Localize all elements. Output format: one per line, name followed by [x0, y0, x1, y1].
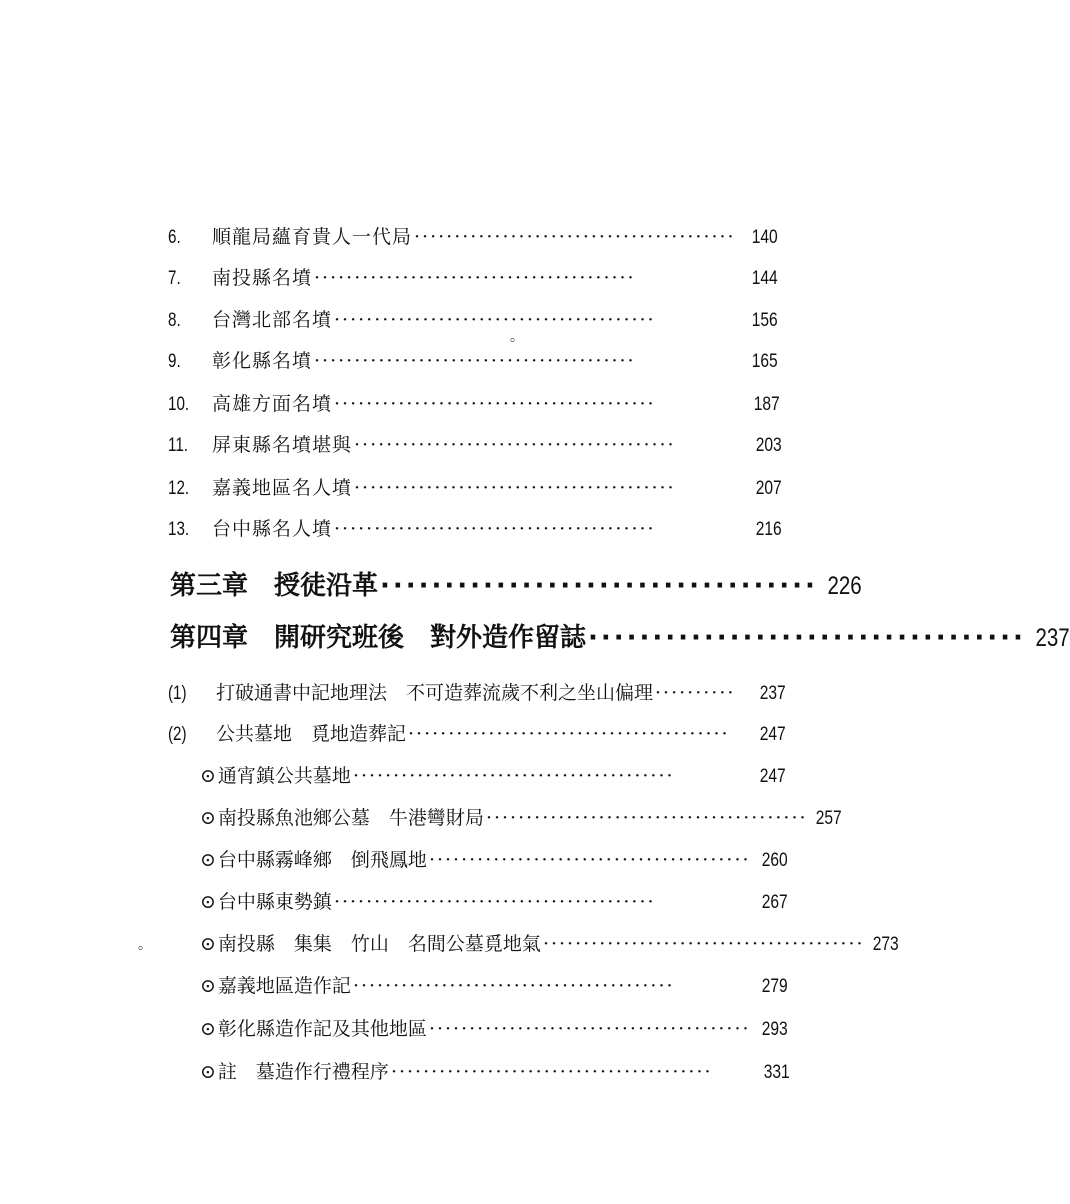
entry-title: 彰化縣名墳	[212, 350, 313, 372]
item-title: 台中縣霧峰鄉 倒飛鳳地	[217, 849, 427, 871]
toc-chapter-entry[interactable]	[170, 568, 862, 604]
entry-number: (2)	[168, 724, 187, 745]
dot-leader: ········································	[428, 1018, 751, 1040]
entry-page-number: 156	[752, 310, 778, 331]
toc-item[interactable]	[200, 1015, 788, 1043]
circle-dot-bullet-icon: ⊙	[200, 975, 216, 997]
dot-leader: ········································	[333, 891, 656, 913]
entry-number: 6.	[168, 227, 181, 248]
toc-entry[interactable]	[168, 264, 778, 292]
toc-entry[interactable]	[168, 306, 778, 334]
entry-title: 台中縣名人墳	[212, 518, 333, 540]
item-page-number: 247	[760, 766, 786, 787]
toc-entry[interactable]	[168, 347, 778, 375]
dot-leader: ········································	[414, 226, 736, 248]
toc-subsection-entry[interactable]	[168, 720, 786, 748]
dot-leader: ········································	[428, 849, 751, 871]
stray-mark: 。	[138, 937, 152, 953]
toc-entry[interactable]	[168, 515, 782, 543]
dot-leader: ········································	[314, 350, 636, 372]
item-title: 嘉義地區造作記	[217, 975, 351, 997]
entry-number: 13.	[168, 519, 190, 540]
toc-subsection-entry[interactable]	[168, 679, 786, 707]
dot-leader: ········································	[354, 477, 676, 499]
dot-leader: ········································	[334, 518, 656, 540]
circle-dot-bullet-icon: ⊙	[200, 807, 216, 829]
dot-leader: ········································	[352, 765, 675, 787]
dot-leader: ········································	[352, 975, 675, 997]
circle-dot-bullet-icon: ⊙	[200, 1018, 216, 1040]
chapter-page-number: 226	[827, 572, 862, 600]
entry-title: 屏東縣名墳堪與	[212, 434, 353, 456]
toc-item[interactable]	[200, 804, 842, 832]
item-page-number: 331	[764, 1062, 790, 1083]
circle-dot-bullet-icon: ⊙	[200, 933, 216, 955]
item-page-number: 279	[762, 976, 788, 997]
entry-page-number: 207	[756, 478, 782, 499]
entry-number: 9.	[168, 351, 181, 372]
item-page-number: 257	[815, 808, 842, 829]
entry-title: 公共墓地 覓地造葬記	[216, 723, 407, 745]
toc-item[interactable]	[200, 1058, 790, 1086]
entry-number: (1)	[168, 683, 187, 704]
entry-page-number: 187	[754, 394, 780, 415]
circle-dot-bullet-icon: ⊙	[200, 1061, 216, 1083]
entry-title: 高雄方面名墳	[212, 393, 333, 415]
toc-entry[interactable]	[168, 390, 780, 418]
dot-leader: ········································	[354, 434, 676, 456]
entry-title: 嘉義地區名人墳	[212, 477, 353, 499]
circle-dot-bullet-icon: ⊙	[200, 849, 216, 871]
item-page-number: 293	[762, 1019, 788, 1040]
dot-leader: ········································	[334, 309, 656, 331]
stray-mark: 。	[510, 329, 524, 345]
entry-page-number: 144	[752, 268, 778, 289]
toc-entry[interactable]	[168, 474, 782, 502]
item-page-number: 267	[762, 892, 788, 913]
circle-dot-bullet-icon: ⊙	[200, 765, 216, 787]
entry-page-number: 216	[756, 519, 782, 540]
dot-leader: ········································	[542, 933, 865, 955]
entry-title: 南投縣名墳	[212, 267, 313, 289]
item-title: 南投縣魚池鄉公墓 牛港彎財局	[217, 807, 484, 829]
dot-leader: ········································	[390, 1061, 713, 1083]
entry-page-number: 165	[752, 351, 778, 372]
entry-number: 12.	[168, 478, 190, 499]
entry-title: 打破通書中記地理法 不可造葬流歲不利之坐山偏理	[216, 682, 654, 704]
entry-title: 順龍局蘊育貴人一代局	[212, 226, 413, 248]
item-page-number: 260	[762, 850, 788, 871]
dot-leader: ········································	[314, 267, 636, 289]
chapter-title: 第三章 授徒沿革	[170, 571, 379, 601]
entry-page-number: 140	[752, 227, 778, 248]
item-title: 彰化縣造作記及其他地區	[217, 1018, 427, 1040]
entry-number: 11.	[168, 435, 189, 456]
dot-leader: ··································	[380, 571, 818, 601]
dot-leader: ········································	[408, 723, 730, 745]
toc-item[interactable]	[200, 930, 899, 958]
item-title: 台中縣東勢鎮	[217, 891, 332, 913]
entry-title: 台灣北部名墳	[212, 309, 333, 331]
entry-page-number: 247	[760, 724, 786, 745]
entry-number: 8.	[168, 310, 181, 331]
chapter-page-number: 237	[1035, 624, 1070, 652]
dot-leader: ········································	[334, 393, 656, 415]
toc-item[interactable]	[200, 846, 788, 874]
dot-leader: ········································	[485, 807, 808, 829]
entry-number: 7.	[168, 268, 181, 289]
dot-leader: ··········	[655, 682, 736, 704]
toc-item[interactable]	[200, 762, 786, 790]
toc-entry[interactable]	[168, 431, 782, 459]
toc-item[interactable]	[200, 888, 788, 916]
item-page-number: 273	[872, 934, 899, 955]
dot-leader: ··································	[588, 623, 1026, 653]
item-title: 南投縣 集集 竹山 名間公墓覓地氣	[217, 933, 541, 955]
toc-chapter-entry[interactable]	[170, 620, 1070, 656]
entry-page-number: 237	[760, 683, 786, 704]
entry-page-number: 203	[756, 435, 782, 456]
chapter-title: 第四章 開研究班後 對外造作留誌	[170, 623, 587, 653]
toc-entry[interactable]	[168, 223, 778, 251]
circle-dot-bullet-icon: ⊙	[200, 891, 216, 913]
toc-item[interactable]	[200, 972, 788, 1000]
entry-number: 10.	[168, 394, 190, 415]
item-title: 註 墓造作行禮程序	[217, 1061, 389, 1083]
item-title: 通宵鎮公共墓地	[217, 765, 351, 787]
